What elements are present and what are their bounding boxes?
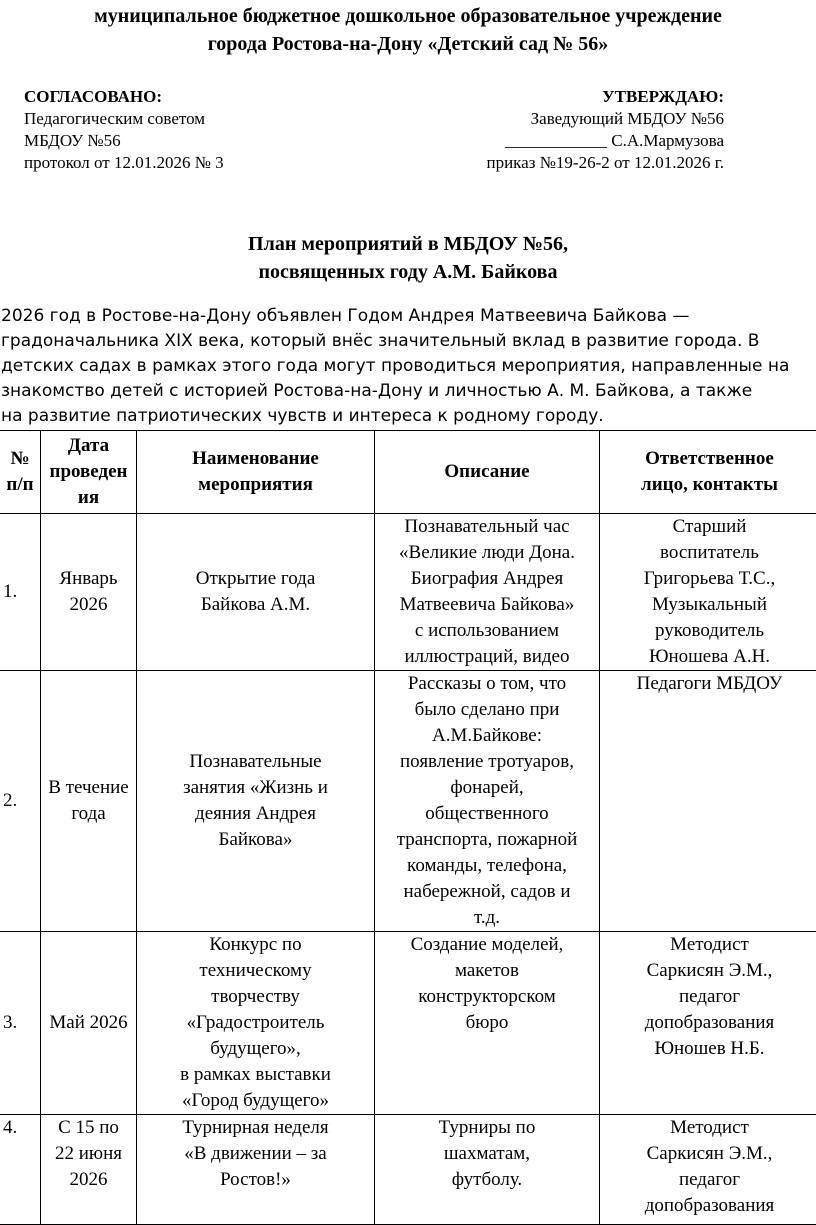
- row-date: В течение года: [41, 671, 137, 932]
- intro-line: на развитие патриотических чувств и интереса к родному городу.: [1, 404, 816, 429]
- approved-line-2: ____________ С.А.Мармузова: [486, 130, 724, 152]
- row-date: Май 2026: [41, 932, 137, 1115]
- row-description: Турниры по шахматам, футболу.: [375, 1115, 600, 1225]
- org-line-2: города Ростова-на-Дону «Детский сад № 56»: [0, 30, 816, 58]
- title-line-2: посвященных году А.М. Байкова: [0, 258, 816, 286]
- approved-heading: УТВЕРЖДАЮ:: [486, 86, 724, 108]
- approval-block-approved: [486, 86, 724, 174]
- header-description: Описание: [375, 431, 600, 514]
- row-number: 4.: [0, 1115, 41, 1225]
- org-line-1: муниципальное бюджетное дошкольное образовательное учреждение: [0, 2, 816, 30]
- row-event-name: Открытие года Байкова А.М.: [137, 514, 375, 671]
- table-row: [0, 1115, 816, 1225]
- intro-line: 2026 год в Ростове-на-Дону объявлен Годом Андрея Матвеевича Байкова —: [1, 304, 816, 329]
- row-number: 3.: [0, 932, 41, 1115]
- row-responsible: Старший воспитатель Григорьева Т.С., Музыкальный руководитель Юношева А.Н.: [600, 514, 816, 671]
- row-date: С 15 по 22 июня 2026: [41, 1115, 137, 1225]
- table-row: [0, 671, 816, 932]
- table-row: [0, 932, 816, 1115]
- intro-line: градоначальника XIX века, который внёс значительный вклад в развитие города. В: [1, 329, 816, 354]
- agreed-line-3: протокол от 12.01.2026 № 3: [24, 152, 224, 174]
- header-date: Дата проведен ия: [41, 431, 137, 514]
- events-table: [0, 430, 816, 1225]
- agreed-heading: СОГЛАСОВАНО:: [24, 86, 224, 108]
- row-event-name: Конкурс по техническому творчеству «Градостроитель будущего», в рамках выставки «Город будущего»: [137, 932, 375, 1115]
- approval-block-agreed: [24, 86, 224, 174]
- approved-line-3: приказ №19-26-2 от 12.01.2026 г.: [486, 152, 724, 174]
- agreed-line-1: Педагогическим советом: [24, 108, 224, 130]
- row-description: Рассказы о том, что было сделано при А.М.Байкове: появление тротуаров, фонарей, общественного транспорта, пожарной команды, телефона, набережной, садов и т.д.: [375, 671, 600, 932]
- organization-name: [0, 2, 816, 58]
- header-event-name: Наименование мероприятия: [137, 431, 375, 514]
- intro-paragraph: [1, 304, 816, 429]
- row-event-name: Познавательные занятия «Жизнь и деяния Андрея Байкова»: [137, 671, 375, 932]
- intro-line: знакомство детей с историей Ростова-на-Дону и личностью А. М. Байкова, а также: [1, 379, 816, 404]
- table-row: [0, 514, 816, 671]
- row-responsible: Педагоги МБДОУ: [600, 671, 816, 932]
- intro-line: детских садах в рамках этого года могут проводиться мероприятия, направленные на: [1, 354, 816, 379]
- row-date: Январь 2026: [41, 514, 137, 671]
- title-line-1: План мероприятий в МБДОУ №56,: [0, 230, 816, 258]
- header-responsible: Ответственное лицо, контакты: [600, 431, 816, 514]
- row-responsible: Методист Саркисян Э.М., педагог допобразования: [600, 1115, 816, 1225]
- row-number: 2.: [0, 671, 41, 932]
- document-title: [0, 230, 816, 286]
- approved-line-1: Заведующий МБДОУ №56: [486, 108, 724, 130]
- table-header-row: [0, 431, 816, 514]
- row-event-name: Турнирная неделя «В движении – за Ростов!»: [137, 1115, 375, 1225]
- header-number: № п/п: [0, 431, 41, 514]
- row-description: Создание моделей, макетов конструкторском бюро: [375, 932, 600, 1115]
- row-description: Познавательный час «Великие люди Дона. Биография Андрея Матвеевича Байкова» с использованием иллюстраций, видео: [375, 514, 600, 671]
- agreed-line-2: МБДОУ №56: [24, 130, 224, 152]
- row-number: 1.: [0, 514, 41, 671]
- row-responsible: Методист Саркисян Э.М., педагог допобразования Юношев Н.Б.: [600, 932, 816, 1115]
